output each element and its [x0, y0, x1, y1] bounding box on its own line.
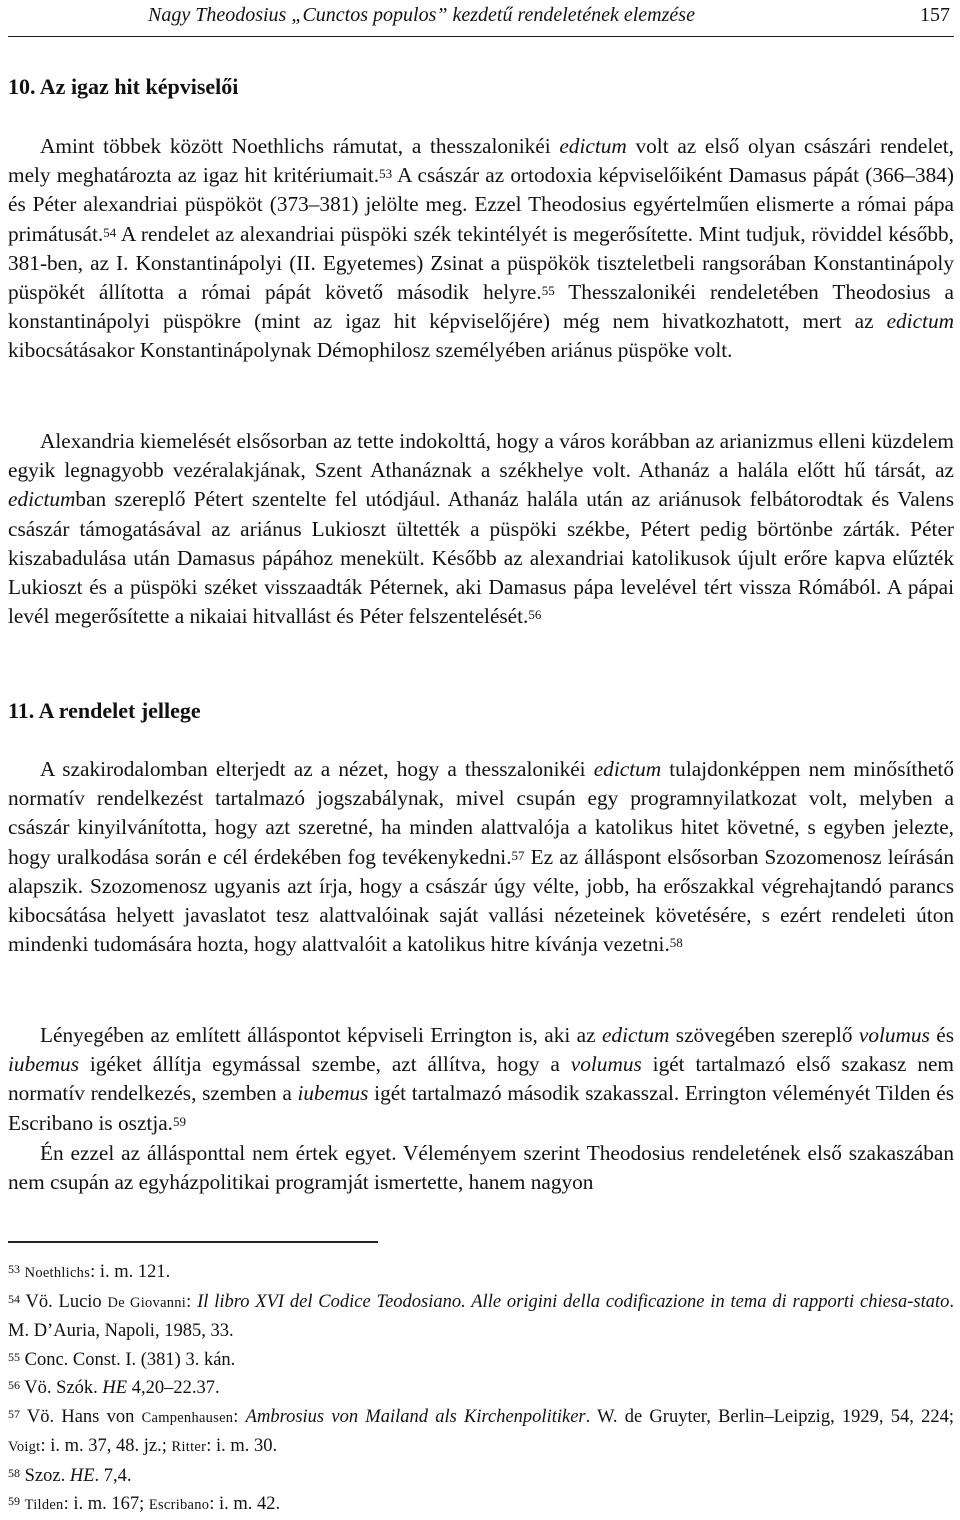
- footnote-58: [8, 1462, 954, 1491]
- footnote-ref-58[interactable]: 58: [669, 935, 683, 951]
- text-run: volt az első olyan császári rendelet, mely meghatározta az igaz hit kritériumait.: [8, 134, 954, 188]
- text-run: : i. m. 30.: [206, 1436, 278, 1456]
- text-run: Thesszalonikéi rendeletében Theodosius a konstantinápolyi püspökre (mint az igaz hit képviselőjére) még nem hivatkozhatott, mert az: [8, 280, 955, 334]
- text-run: Lényegében az említett álláspontot képviseli Errington is, aki az: [40, 1023, 602, 1047]
- footnote-ref-53[interactable]: 53: [379, 166, 393, 182]
- italic-term: edictum: [886, 309, 954, 334]
- book-title: Il libro XVI del Codice Teodosiano. Alle origini della codificazione in tema di rapporti chiesa-stato: [197, 1291, 950, 1312]
- abbrev-title: HE: [102, 1378, 128, 1398]
- text-run: A rendelet az alexandriai püspöki szék tekintélyét is megerősítette. Mint tudjuk, röviddel később, 381-ben, az I. Konstantinápolyi (II. Egyetemes) Zsinat a püspökök tiszteletbeli rangsorában Konstantinápoly püspökét állította a római pápát követő második helyre.: [8, 221, 954, 305]
- footnote-56: [8, 1374, 954, 1403]
- text-run: igét tartalmazó második szakasszal. Errington véleményét Tilden és Escribano is osztja.: [8, 1081, 954, 1135]
- text-run: Szoz.: [24, 1465, 70, 1486]
- text-run: Amint többek között Noethlichs rámutat, a thesszalonikéi: [40, 134, 560, 158]
- italic-term: iubemus: [297, 1081, 369, 1106]
- text-run: :: [233, 1406, 246, 1427]
- text-run: Alexandria kiemelését elsősorban az tette indokolttá, hogy a város korábban az arianizmus elleni küzdelem egyik legnagyobb vezéralakjának, Szent Athanáznak a székhelye volt. Athanáz a halála előtt hű társát, az: [8, 429, 954, 483]
- footnote-number: 56: [8, 1378, 20, 1392]
- footnote-54: [8, 1288, 954, 1346]
- author-name: De Giovanni: [107, 1294, 187, 1311]
- text-run: szövegében szereplő: [669, 1023, 859, 1047]
- text-run: . W. de Gruyter, Berlin–Leipzig, 1929, 54, 224;: [585, 1406, 954, 1427]
- footnote-number: 57: [8, 1406, 20, 1421]
- text-run: Vö. Lucio: [25, 1291, 108, 1312]
- italic-term: edictum: [601, 1023, 670, 1047]
- footnote-number: 58: [8, 1465, 20, 1480]
- text-run: Ez az álláspont elsősorban Szozomenosz leírásán alapszik. Szozomenosz ugyanis azt írja, hogy a császár úgy vélte, jobb, ha erőszakkal végrehajtandó parancs kibocsátása helyett javaslatot tesz alattvalóinak saját vallási nézeteinek követésére, s ezért rendeleti úton mindenki tudomására hozta, hogy alattvalóit a katolikus hitre kívánja vezetni.: [8, 844, 954, 957]
- paragraph-1: [8, 132, 954, 366]
- author-name: Campenhausen: [141, 1409, 234, 1426]
- paragraph-3: [8, 755, 954, 959]
- footnote-separator: [8, 1241, 378, 1243]
- footnote-53: [8, 1258, 954, 1288]
- text-run: :: [186, 1291, 198, 1312]
- footnote-number: 59: [8, 1494, 20, 1508]
- text-run: : i. m. 37, 48. jz.;: [40, 1436, 172, 1456]
- footnote-ref-57[interactable]: 57: [511, 847, 525, 863]
- footnotes: [8, 1258, 954, 1520]
- italic-term: edictum: [8, 487, 76, 512]
- italic-term: volumus: [570, 1052, 642, 1077]
- text-run: igéket állítja egymással szembe, azt állítva, hogy a: [78, 1052, 571, 1077]
- page-number: 157: [920, 4, 950, 26]
- italic-term: edictum: [559, 134, 627, 158]
- footnote-number: 54: [8, 1291, 20, 1306]
- author-name: Ritter: [171, 1439, 207, 1455]
- footnote-ref-59[interactable]: 59: [173, 1113, 187, 1129]
- author-name: Tilden: [24, 1497, 64, 1513]
- author-name: Voigt: [8, 1439, 41, 1455]
- abbrev-title: HE: [69, 1465, 95, 1486]
- text-run: Vö. Hans von: [26, 1406, 142, 1427]
- section-11-heading: 11. A rendelet jellege: [8, 698, 201, 723]
- footnote-number: 53: [8, 1262, 20, 1276]
- paragraph-4: [8, 1021, 954, 1138]
- text-run: ban szereplő Pétert szentelte fel utódjául. Athanáz halála után az ariánusok felbátorodtak és Valens császár támogatásával az ariánus Lukioszt ültették a püspöki székbe, Pétert pedig börtönbe zárták. Péter kiszabadulása után Damasus pápához menekült. Később az alexandriai katolikusok újult erőre kapva elűzték Lukioszt és a püspöki széket visszaadták Péternek, aki Damasus pápa levelével tért vissza Rómából. A pápai levél megerősítette a nikaiai hitvallást és Péter felszentelését.: [8, 487, 954, 629]
- text-run: 4,20–22.37.: [127, 1378, 220, 1398]
- text-run: kibocsátásakor Konstantinápolynak Démophilosz személyében ariánus püspöke volt.: [8, 338, 733, 363]
- footnote-ref-55[interactable]: 55: [541, 283, 555, 299]
- paragraph-2: [8, 427, 954, 631]
- footnote-ref-54[interactable]: 54: [103, 224, 117, 240]
- footnote-ref-56[interactable]: 56: [528, 607, 542, 623]
- running-title: Nagy Theodosius „Cunctos populos” kezdetű rendeletének elemzése: [148, 4, 695, 26]
- book-title: Ambrosius von Mailand als Kirchenpolitiker: [245, 1406, 586, 1427]
- text-run: : i. m. 42.: [209, 1494, 281, 1514]
- running-header: [8, 0, 954, 37]
- text-run: : i. m. 121.: [90, 1262, 171, 1282]
- text-run: . M. D’Auria, Napoli, 1985, 33.: [8, 1291, 955, 1341]
- text-run: Vö. Szók.: [24, 1378, 103, 1398]
- text-run: igét tartalmazó első szakasz nem normatív rendelkezés, szemben a: [8, 1052, 954, 1106]
- text-run: és: [929, 1023, 955, 1047]
- text-run: Conc. Const. I. (381) 3. kán.: [24, 1349, 236, 1370]
- footnote-59: [8, 1490, 954, 1520]
- footnote-55: [8, 1346, 954, 1375]
- text-run: Én ezzel az állásponttal nem értek egyet. Véleményem szerint Theodosius rendeletének első szakaszában nem csupán az egyházpolitikai programját ismertette, hanem nagyon: [8, 1141, 954, 1195]
- text-run: tulajdonképpen nem minősíthető normatív rendelkezést tartalmazó jogszabálynak, mivel csupán egy programnyilatkozat volt, melyben a császár kinyilvánította, hogy azt szeretné, ha minden alattvalója a katolikus hitet követné, s egyben jelezte, hogy uralkodása során e cél érdekében fog tevékenykedni.: [8, 757, 954, 869]
- author-name: Noethlichs: [24, 1265, 91, 1281]
- section-10-heading: 10. Az igaz hit képviselői: [8, 74, 239, 99]
- paragraph-5: [8, 1139, 954, 1197]
- footnote-57: [8, 1403, 954, 1462]
- italic-term: iubemus: [8, 1052, 79, 1077]
- text-run: A szakirodalomban elterjedt az a nézet, hogy a thesszalonikéi: [40, 757, 594, 781]
- text-run: A császár az ortodoxia képviselőiként Damasus pápát (366–384) és Péter alexandriai püspököt (373–381) jelölte meg. Ezzel Theodosius egyértelműen elismerte a római pápa primátusát.: [8, 163, 954, 246]
- footnote-number: 55: [8, 1349, 20, 1364]
- author-name: Escribano: [148, 1497, 210, 1513]
- italic-term: edictum: [593, 757, 662, 781]
- text-run: . 7,4.: [94, 1465, 132, 1486]
- text-run: : i. m. 167;: [63, 1494, 149, 1514]
- italic-term: volumus: [858, 1023, 930, 1047]
- book-page: [8, 0, 955, 1514]
